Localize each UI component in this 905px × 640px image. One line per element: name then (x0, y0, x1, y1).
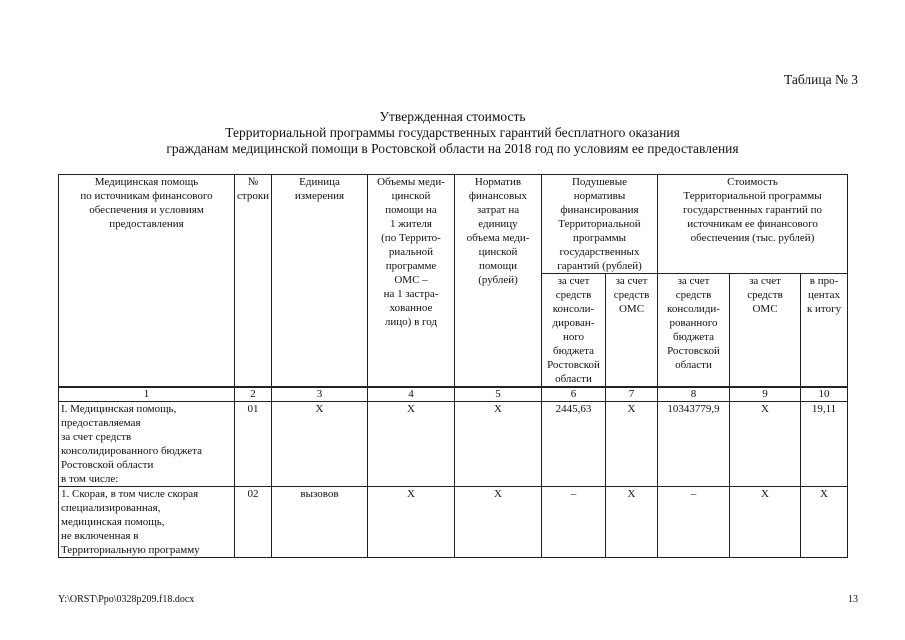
header-cost-oms (730, 274, 801, 388)
header-medical-care (59, 175, 235, 388)
page-number: 13 (848, 594, 858, 605)
cell-text-line: за счет (749, 275, 781, 287)
row-name (59, 487, 235, 558)
column-number: 6 (542, 387, 606, 402)
row-cell: 19,11 (801, 402, 848, 487)
cell-text-line: Ростовской (667, 345, 720, 357)
cell-text-line: области (555, 373, 592, 385)
cell-text-line: финансовых (468, 190, 528, 202)
header-per-capita-oms (606, 274, 658, 388)
cell-text-line: Территориальную программу (61, 544, 200, 556)
cell-text-line: строки (237, 190, 270, 202)
row-cell: 2445,63 (542, 402, 606, 487)
cell-text-line: Единица (299, 176, 340, 188)
row-cell: Х (606, 487, 658, 558)
row-cell: – (658, 487, 730, 558)
column-number: 5 (455, 387, 542, 402)
cell-text-line: Норматив (474, 176, 522, 188)
header-row-number (235, 175, 272, 388)
cell-text-line: нормативы (573, 190, 626, 202)
title-line-3: гражданам медицинской помощи в Ростовской области на 2018 год по условиям ее предоставления (166, 141, 739, 156)
cell-text-line: риальной (388, 246, 434, 258)
cell-text-line: (по Террито- (381, 232, 441, 244)
cell-text-line: не включенная в (61, 530, 139, 542)
cell-text-line: ОМС – (394, 274, 428, 286)
cell-text-line: консолидированного бюджета (61, 445, 202, 457)
cell-text-line: № (247, 176, 259, 188)
cell-text-line: средств (675, 289, 712, 301)
cell-text-line: в про- (809, 275, 839, 287)
row-cell: Х (801, 487, 848, 558)
cost-table (58, 174, 848, 558)
cell-text-line: лицо) в год (384, 316, 438, 328)
cell-text-line: финансирования (560, 204, 639, 216)
cell-text-line: предоставляемая (61, 417, 141, 429)
cell-text-line: предоставления (109, 218, 184, 230)
row-cell: Х (455, 402, 542, 487)
row-cell: 10343779,9 (658, 402, 730, 487)
row-cell: Х (730, 402, 801, 487)
row-cell: Х (606, 402, 658, 487)
cell-text-line: помощи (479, 260, 517, 272)
cell-text-line: по источникам финансового (80, 190, 213, 202)
header-per-capita-budget (542, 274, 606, 388)
cell-text-line: единицу (478, 218, 518, 230)
row-cell: 02 (235, 487, 272, 558)
header-volume (368, 175, 455, 388)
row-name (59, 402, 235, 487)
column-number: 3 (272, 387, 368, 402)
cell-text-line: гарантий (рублей) (557, 260, 642, 272)
table-row (59, 487, 848, 558)
header-row-top (59, 175, 848, 274)
header-unit (272, 175, 368, 388)
column-number: 8 (658, 387, 730, 402)
cell-text-line: программе (385, 260, 437, 272)
row-cell: Х (455, 487, 542, 558)
cell-text-line: Объемы меди- (377, 176, 445, 188)
cell-text-line: за счет (677, 275, 710, 287)
cell-text-line: бюджета (672, 331, 714, 343)
row-cell: Х (730, 487, 801, 558)
cell-text-line: центах (808, 289, 840, 301)
cell-text-line: объема меди- (466, 232, 530, 244)
title-line-1: Утвержденная стоимость (379, 109, 526, 124)
cell-text-line: средств (613, 289, 650, 301)
column-number: 10 (801, 387, 848, 402)
column-number-row (59, 387, 848, 402)
column-number: 9 (730, 387, 801, 402)
cell-text-line: консоли- (552, 303, 595, 315)
cell-text-line: средств (555, 289, 592, 301)
cell-text-line: (рублей) (478, 274, 518, 286)
row-cell: Х (368, 487, 455, 558)
column-number: 1 (59, 387, 235, 402)
cell-text-line: Территориальной (558, 218, 641, 230)
table-number: Таблица № 3 (784, 72, 858, 87)
cell-text-line: Ростовской (547, 359, 600, 371)
cell-text-line: государственных гарантий по (683, 204, 823, 216)
row-cell: Х (368, 402, 455, 487)
column-number: 7 (606, 387, 658, 402)
cell-text-line: ного (562, 331, 585, 343)
document-title (0, 109, 905, 157)
cell-text-line: хованное (389, 302, 433, 314)
cell-text-line: за счет (557, 275, 590, 287)
cell-text-line: в том числе: (61, 473, 119, 485)
cell-text-line: за счет (615, 275, 648, 287)
cell-text-line: области (675, 359, 712, 371)
cell-text-line: программы (572, 232, 627, 244)
cell-text-line: Ростовской области (61, 459, 154, 471)
cell-text-line: Подушевые (571, 176, 628, 188)
cell-text-line: на 1 застра- (383, 288, 439, 300)
cell-text-line: ОМС (752, 303, 778, 315)
title-line-2: Территориальной программы государственных гарантий бесплатного оказания (225, 125, 680, 140)
row-cell: Х (272, 402, 368, 487)
cell-text-line: Территориальной программы (683, 190, 822, 202)
cell-text-line: медицинская помощь, (61, 516, 165, 528)
cell-text-line: цинской (478, 246, 518, 258)
header-cost-standard (455, 175, 542, 388)
header-cost-budget (658, 274, 730, 388)
cell-text-line: дирован- (552, 317, 595, 329)
cell-text-line: ОМС (618, 303, 645, 315)
cell-text-line: рованного (669, 317, 718, 329)
row-cell: 01 (235, 402, 272, 487)
file-path: Y:\ORST\Ppo\0328p209.f18.docx (58, 594, 195, 605)
cell-text-line: государственных (559, 246, 640, 258)
cell-text-line: Медицинская помощь (94, 176, 199, 188)
cell-text-line: измерения (294, 190, 345, 202)
row-cell: – (542, 487, 606, 558)
header-cost-percent (801, 274, 848, 388)
table-row (59, 402, 848, 487)
header-cost-group (658, 175, 848, 274)
cell-text-line: обеспечения и условиям (89, 204, 204, 216)
cell-text-line: к итогу (806, 303, 842, 315)
header-per-capita-group (542, 175, 658, 274)
cell-text-line: специализированная, (61, 502, 161, 514)
cell-text-line: за счет средств (61, 431, 132, 443)
cell-text-line: помощи на (385, 204, 437, 216)
cell-text-line: затрат на (476, 204, 520, 216)
cell-text-line: цинской (391, 190, 431, 202)
cell-text-line: консолиди- (667, 303, 720, 315)
cell-text-line: 1. Скорая, в том числе скорая (61, 488, 199, 500)
cell-text-line: средств (747, 289, 783, 301)
cell-text-line: Стоимость (727, 176, 778, 188)
cell-text-line: I. Медицинская помощь, (61, 403, 177, 415)
cell-text-line: бюджета (552, 345, 594, 357)
row-cell: вызовов (272, 487, 368, 558)
cell-text-line: обеспечения (тыс. рублей) (690, 232, 815, 244)
column-number: 4 (368, 387, 455, 402)
cell-text-line: 1 жителя (390, 218, 432, 230)
cell-text-line: источникам ее финансового (687, 218, 818, 230)
column-number: 2 (235, 387, 272, 402)
